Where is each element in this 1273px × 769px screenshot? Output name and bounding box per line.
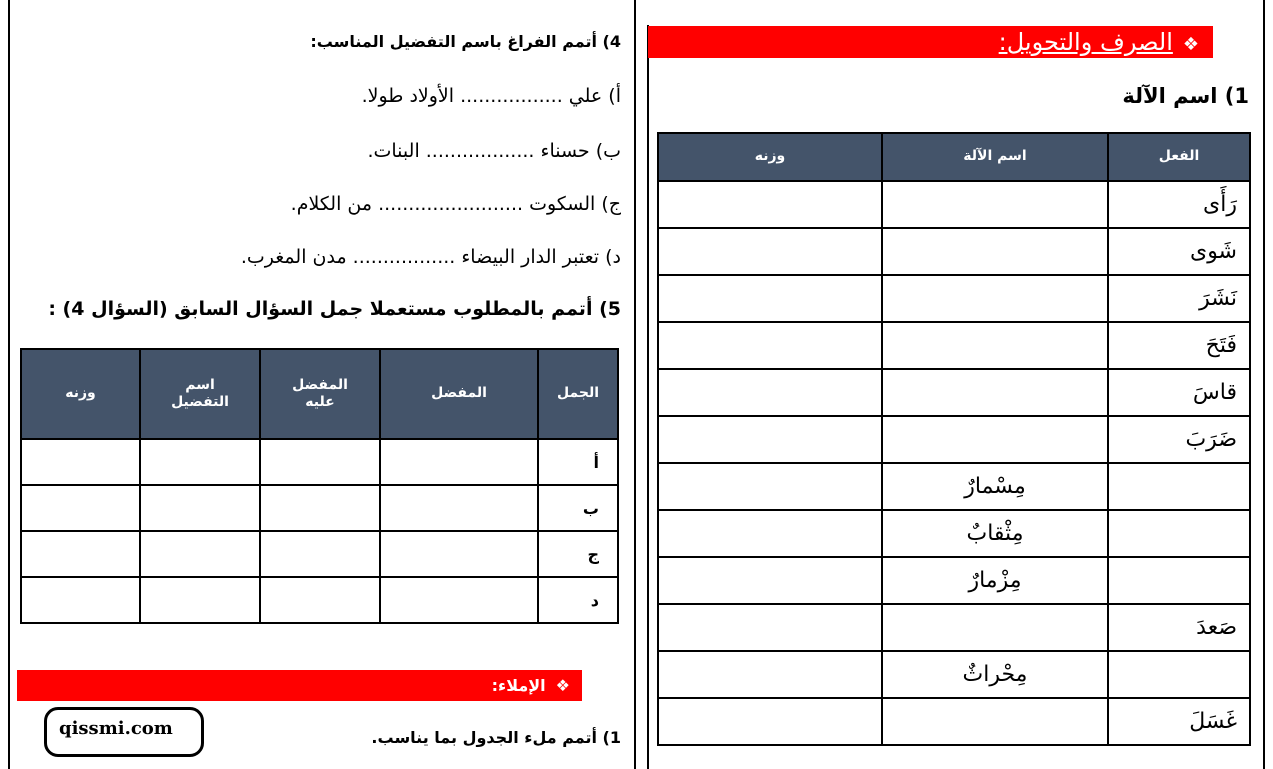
tool-noun-cell: مِزْمارٌ bbox=[882, 557, 1108, 604]
table-row bbox=[21, 531, 618, 577]
verb-cell bbox=[1108, 510, 1250, 557]
tool-noun-cell: مِسْمارٌ bbox=[882, 463, 1108, 510]
table-row bbox=[658, 322, 1250, 369]
weight-cell bbox=[658, 604, 882, 651]
answer-cell bbox=[21, 577, 140, 623]
weight-cell bbox=[658, 651, 882, 698]
q4-sentence-c: ج) السكوت ........................ من الكلام. bbox=[290, 193, 621, 215]
header-preferred: المفضل bbox=[380, 349, 538, 439]
weight-cell bbox=[658, 181, 882, 228]
answer-cell bbox=[21, 531, 140, 577]
answer-cell bbox=[380, 439, 538, 485]
tool-noun-cell bbox=[882, 228, 1108, 275]
tool-noun-cell bbox=[882, 369, 1108, 416]
answer-cell bbox=[21, 439, 140, 485]
verb-cell bbox=[1108, 463, 1250, 510]
question-1-title: 1) اسم الآلة bbox=[1122, 84, 1249, 108]
table-row bbox=[658, 510, 1250, 557]
answer-cell bbox=[140, 439, 260, 485]
header-preferred-over: المفضل عليه bbox=[260, 349, 380, 439]
weight-cell bbox=[658, 698, 882, 745]
weight-cell bbox=[658, 369, 882, 416]
bullet-icon: ❖ bbox=[555, 676, 570, 695]
answer-cell bbox=[260, 577, 380, 623]
left-page-border bbox=[8, 0, 10, 769]
tool-noun-cell: مِحْراثٌ bbox=[882, 651, 1108, 698]
section-title: الصرف والتحويل: bbox=[998, 28, 1173, 56]
answer-cell bbox=[140, 531, 260, 577]
table-row bbox=[21, 577, 618, 623]
answer-cell bbox=[380, 531, 538, 577]
weight-cell bbox=[658, 557, 882, 604]
column-divider-right bbox=[647, 25, 649, 769]
table-row bbox=[658, 181, 1250, 228]
table-row bbox=[658, 651, 1250, 698]
tool-noun-cell bbox=[882, 604, 1108, 651]
header-weight: وزنه bbox=[658, 133, 882, 181]
weight-cell bbox=[658, 463, 882, 510]
imlaa-title: الإملاء: bbox=[491, 676, 546, 695]
row-label: د bbox=[538, 577, 618, 623]
answer-cell bbox=[21, 485, 140, 531]
q4-sentence-b: ب) حسناء .................. البنات. bbox=[367, 140, 621, 162]
verb-cell: رَأَى bbox=[1108, 181, 1250, 228]
tool-noun-table bbox=[657, 132, 1251, 746]
answer-cell bbox=[140, 577, 260, 623]
verb-cell bbox=[1108, 557, 1250, 604]
verb-cell: قاسَ bbox=[1108, 369, 1250, 416]
weight-cell bbox=[658, 275, 882, 322]
question-5-title: 5) أتمم بالمطلوب مستعملا جمل السؤال السابق (السؤال 4) : bbox=[48, 298, 621, 320]
weight-cell bbox=[658, 322, 882, 369]
verb-cell: ضَرَبَ bbox=[1108, 416, 1250, 463]
verb-cell: غَسَلَ bbox=[1108, 698, 1250, 745]
imlaa-question-1: 1) أتمم ملء الجدول بما يناسب. bbox=[371, 728, 621, 747]
question-4-title: 4) أتمم الفراغ باسم التفضيل المناسب: bbox=[310, 32, 621, 51]
tool-noun-cell: مِثْقابٌ bbox=[882, 510, 1108, 557]
q4-sentence-a: أ) علي ................. الأولاد طولا. bbox=[361, 85, 621, 107]
header-verb: الفعل bbox=[1108, 133, 1250, 181]
table-row bbox=[658, 604, 1250, 651]
tool-noun-cell bbox=[882, 275, 1108, 322]
site-logo: qissmi.com bbox=[44, 707, 204, 757]
answer-cell bbox=[380, 485, 538, 531]
tool-noun-cell bbox=[882, 416, 1108, 463]
tool-noun-cell bbox=[882, 181, 1108, 228]
tool-noun-cell bbox=[882, 322, 1108, 369]
weight-cell bbox=[658, 416, 882, 463]
column-divider-left bbox=[634, 0, 636, 769]
header-comparative-noun: اسم التفضيل bbox=[140, 349, 260, 439]
table-row bbox=[658, 557, 1250, 604]
table-row bbox=[658, 698, 1250, 745]
answer-cell bbox=[260, 531, 380, 577]
verb-cell bbox=[1108, 651, 1250, 698]
section-banner-imlaa bbox=[17, 670, 582, 701]
row-label: ب bbox=[538, 485, 618, 531]
verb-cell: شَوى bbox=[1108, 228, 1250, 275]
tool-noun-cell bbox=[882, 698, 1108, 745]
row-label: أ bbox=[538, 439, 618, 485]
comparative-table bbox=[20, 348, 619, 624]
answer-cell bbox=[140, 485, 260, 531]
header-tool-noun: اسم الآلة bbox=[882, 133, 1108, 181]
row-label: ج bbox=[538, 531, 618, 577]
header-weight: وزنه bbox=[21, 349, 140, 439]
table-row bbox=[658, 416, 1250, 463]
answer-cell bbox=[380, 577, 538, 623]
section-banner-sarf bbox=[648, 26, 1213, 58]
answer-cell bbox=[260, 485, 380, 531]
table-row bbox=[658, 228, 1250, 275]
answer-cell bbox=[260, 439, 380, 485]
weight-cell bbox=[658, 228, 882, 275]
table-row bbox=[658, 463, 1250, 510]
verb-cell: صَعدَ bbox=[1108, 604, 1250, 651]
table-row bbox=[21, 485, 618, 531]
weight-cell bbox=[658, 510, 882, 557]
table-row bbox=[658, 275, 1250, 322]
table-row bbox=[658, 369, 1250, 416]
verb-cell: فَتَحَ bbox=[1108, 322, 1250, 369]
table-row bbox=[21, 439, 618, 485]
verb-cell: نَشَرَ bbox=[1108, 275, 1250, 322]
header-sentences: الجمل bbox=[538, 349, 618, 439]
bullet-icon: ❖ bbox=[1182, 34, 1199, 55]
right-page-border bbox=[1263, 0, 1265, 769]
q4-sentence-d: د) تعتبر الدار البيضاء ................. مدن المغرب. bbox=[240, 246, 621, 268]
